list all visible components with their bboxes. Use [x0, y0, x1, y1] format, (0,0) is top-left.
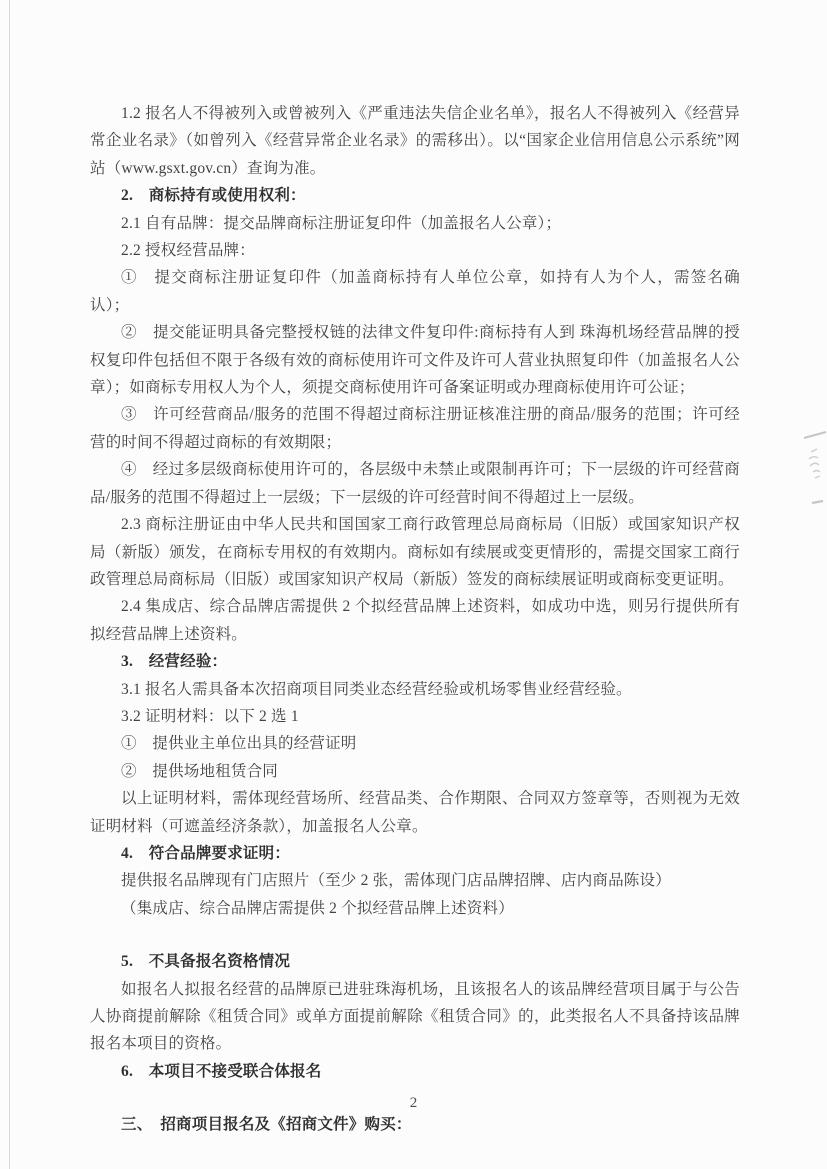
section-2-heading: 2. 商标持有或使用权利：	[121, 187, 306, 205]
clause-2-2: 2.2 授权经营品牌：	[121, 242, 255, 260]
clause-2-4: 2.4 集成店、综合品牌店需提供 2 个拟经营品牌上述资料，如成功中选，则另行提供所有拟经营品牌上述资料。	[90, 598, 740, 643]
item-circle-2-trademark: ② 提交能证明具备完整授权链的法律文件复印件:商标持有人到 珠海机场经营品牌的授权复印件包括但不限于各级有效的商标使用许可文件及许可人营业执照复印件（加盖报名人公章）；如商标专用权人为个人，须提交商标使用许可备案证明或办理商标使用许可公证；	[90, 324, 740, 397]
item-circle-2-experience: ② 提供场地租赁合同	[121, 762, 279, 780]
section-6-heading: 6. 本项目不接受联合体报名	[121, 1062, 322, 1080]
integrated-store-note: （集成店、综合品牌店需提供 2 个拟经营品牌上述资料）	[121, 899, 514, 917]
clause-3-2: 3.2 证明材料：以下 2 选 1	[121, 707, 299, 725]
section-three-heading: 三、 招商项目报名及《招商文件》购买：	[121, 1116, 412, 1134]
clause-1-2: 1.2 报名人不得被列入或曾被列入《严重违法失信企业名单》，报名人不得被列入《经营异常企业名录》（如曾列入《经营异常企业名录》的需移出）。以“国家企业信用信息公示系统”网站（www.gsxt.gov.cn）查询为准。	[90, 105, 740, 177]
section-4-heading: 4. 符合品牌要求证明：	[121, 844, 291, 862]
page-number: 2	[409, 1095, 418, 1111]
scan-artifact-handwriting-mark	[797, 425, 827, 515]
evidence-validity-note: 以上证明材料，需体现经营场所、经营品类、合作期限、合同双方签章等，否则视为无效证明材料（可遮盖经济条款），加盖报名人公章。	[90, 790, 740, 835]
clause-2-3: 2.3 商标注册证由中华人民共和国国家工商行政管理总局商标局（旧版）或国家知识产权局（新版）颁发，在商标专用权的有效期内。商标如有续展或变更情形的，需提交国家工商行政管理总局商标局（旧版）或国家知识产权局（新版）签发的商标续展证明或商标变更证明。	[90, 516, 740, 588]
disqualification-clause: 如报名人拟报名经营的品牌原已进驻珠海机场，且该报名人的该品牌经营项目属于与公告人协商提前解除《租赁合同》或单方面提前解除《租赁合同》的，此类报名人不具备持该品牌报名本项目的资格。	[90, 980, 740, 1053]
section-5-heading: 5. 不具备报名资格情况	[121, 953, 291, 971]
item-circle-1-trademark: ① 提交商标注册证复印件（加盖商标持有人单位公章，如持有人为个人，需签名确认）；	[90, 269, 740, 314]
clause-2-1: 2.1 自有品牌：提交品牌商标注册证复印件（加盖报名人公章）；	[121, 214, 562, 232]
clause-3-1: 3.1 报名人需具备本次招商项目同类业态经营经验或机场零售业经营经验。	[121, 680, 632, 698]
document-body	[90, 100, 740, 1139]
item-circle-1-experience: ① 提供业主单位出具的经营证明	[121, 735, 357, 753]
brand-photo-requirement: 提供报名品牌现有门店照片（至少 2 张，需体现门店品牌招牌、店内商品陈设）	[121, 872, 671, 890]
item-circle-3-trademark: ③ 许可经营商品/服务的范围不得超过商标注册证核准注册的商品/服务的范围；许可经营的时间不得超过商标的有效期限；	[90, 406, 740, 451]
section-3-heading: 3. 经营经验：	[121, 653, 228, 671]
scan-edge-line	[9, 0, 10, 1169]
item-circle-4-trademark: ④ 经过多层级商标使用许可的，各层级中未禁止或限制再许可；下一层级的许可经营商品/服务的范围不得超过上一层级；下一层级的许可经营时间不得超过上一层级。	[90, 461, 740, 506]
